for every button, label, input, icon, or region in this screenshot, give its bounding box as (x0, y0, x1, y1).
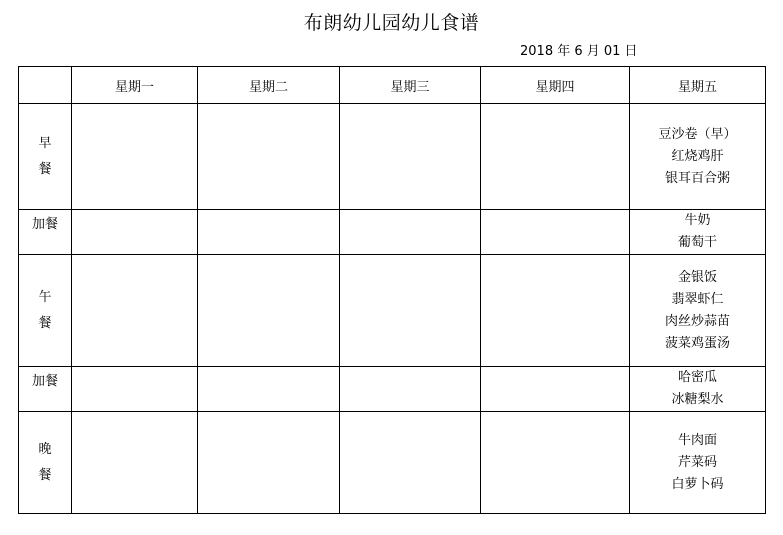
menu-table (18, 66, 766, 514)
meal-row-morning-snack (19, 210, 766, 255)
dish-item: 葡萄干 (677, 235, 717, 250)
menu-cell-monday (72, 210, 198, 255)
meal-label-char: 餐 (38, 161, 52, 177)
meal-label-char: 餐 (38, 315, 52, 331)
header-row (19, 67, 766, 104)
menu-cell-monday (72, 255, 198, 367)
meal-label-afternoon-snack (19, 367, 72, 412)
document-date: 2018 年 6 月 01 日 (520, 44, 638, 59)
dish-item: 牛肉面 (677, 432, 717, 448)
menu-cell-friday (630, 104, 766, 210)
menu-cell-thursday (481, 210, 630, 255)
dish-item: 哈密瓜 (677, 370, 717, 385)
dish-item: 红烧鸡肝 (671, 148, 724, 164)
dish-item: 牛奶 (684, 213, 711, 228)
dish-item: 冰糖梨水 (671, 392, 724, 407)
day-header-tuesday: 星期二 (198, 67, 340, 104)
menu-cell-wednesday (340, 210, 481, 255)
menu-cell-thursday (481, 367, 630, 412)
menu-cell-tuesday (198, 210, 340, 255)
dish-item: 肉丝炒蒜苗 (664, 313, 730, 329)
menu-cell-friday (630, 367, 766, 412)
menu-cell-wednesday (340, 104, 481, 210)
meal-row-lunch (19, 255, 766, 367)
meal-label-char: 晚 (38, 441, 52, 457)
meal-label-char: 加餐 (31, 217, 58, 232)
menu-cell-monday (72, 412, 198, 514)
menu-cell-thursday (481, 412, 630, 514)
menu-cell-monday (72, 367, 198, 412)
day-header-monday: 星期一 (72, 67, 198, 104)
menu-cell-tuesday (198, 367, 340, 412)
dish-item: 菠菜鸡蛋汤 (664, 335, 730, 351)
meal-label-char: 餐 (38, 467, 52, 483)
meal-row-dinner (19, 412, 766, 514)
menu-cell-friday (630, 255, 766, 367)
meal-label-dinner (19, 412, 72, 514)
meal-label-morning-snack (19, 210, 72, 255)
dish-item: 银耳百合粥 (664, 170, 730, 186)
menu-cell-tuesday (198, 255, 340, 367)
dish-item: 金银饭 (677, 269, 717, 285)
dish-item: 白萝卜码 (671, 476, 724, 492)
day-header-friday: 星期五 (630, 67, 766, 104)
document-title: 布朗幼儿园幼儿食谱 (303, 12, 480, 34)
menu-cell-friday (630, 210, 766, 255)
meal-label-char: 加餐 (31, 374, 58, 389)
meal-row-afternoon-snack (19, 367, 766, 412)
menu-cell-thursday (481, 104, 630, 210)
meal-row-breakfast (19, 104, 766, 210)
dish-item: 翡翠虾仁 (671, 291, 724, 307)
menu-cell-wednesday (340, 367, 481, 412)
dish-item: 豆沙卷（早） (658, 126, 737, 142)
meal-label-char: 早 (38, 135, 52, 151)
meal-label-breakfast (19, 104, 72, 210)
menu-cell-monday (72, 104, 198, 210)
meal-label-lunch (19, 255, 72, 367)
dish-item: 芹菜码 (677, 454, 717, 470)
day-header-wednesday: 星期三 (340, 67, 481, 104)
menu-cell-wednesday (340, 412, 481, 514)
meal-label-char: 午 (38, 289, 52, 305)
day-header-thursday: 星期四 (481, 67, 630, 104)
menu-cell-tuesday (198, 412, 340, 514)
corner-cell (19, 67, 72, 104)
menu-cell-thursday (481, 255, 630, 367)
menu-cell-wednesday (340, 255, 481, 367)
menu-cell-tuesday (198, 104, 340, 210)
menu-cell-friday (630, 412, 766, 514)
